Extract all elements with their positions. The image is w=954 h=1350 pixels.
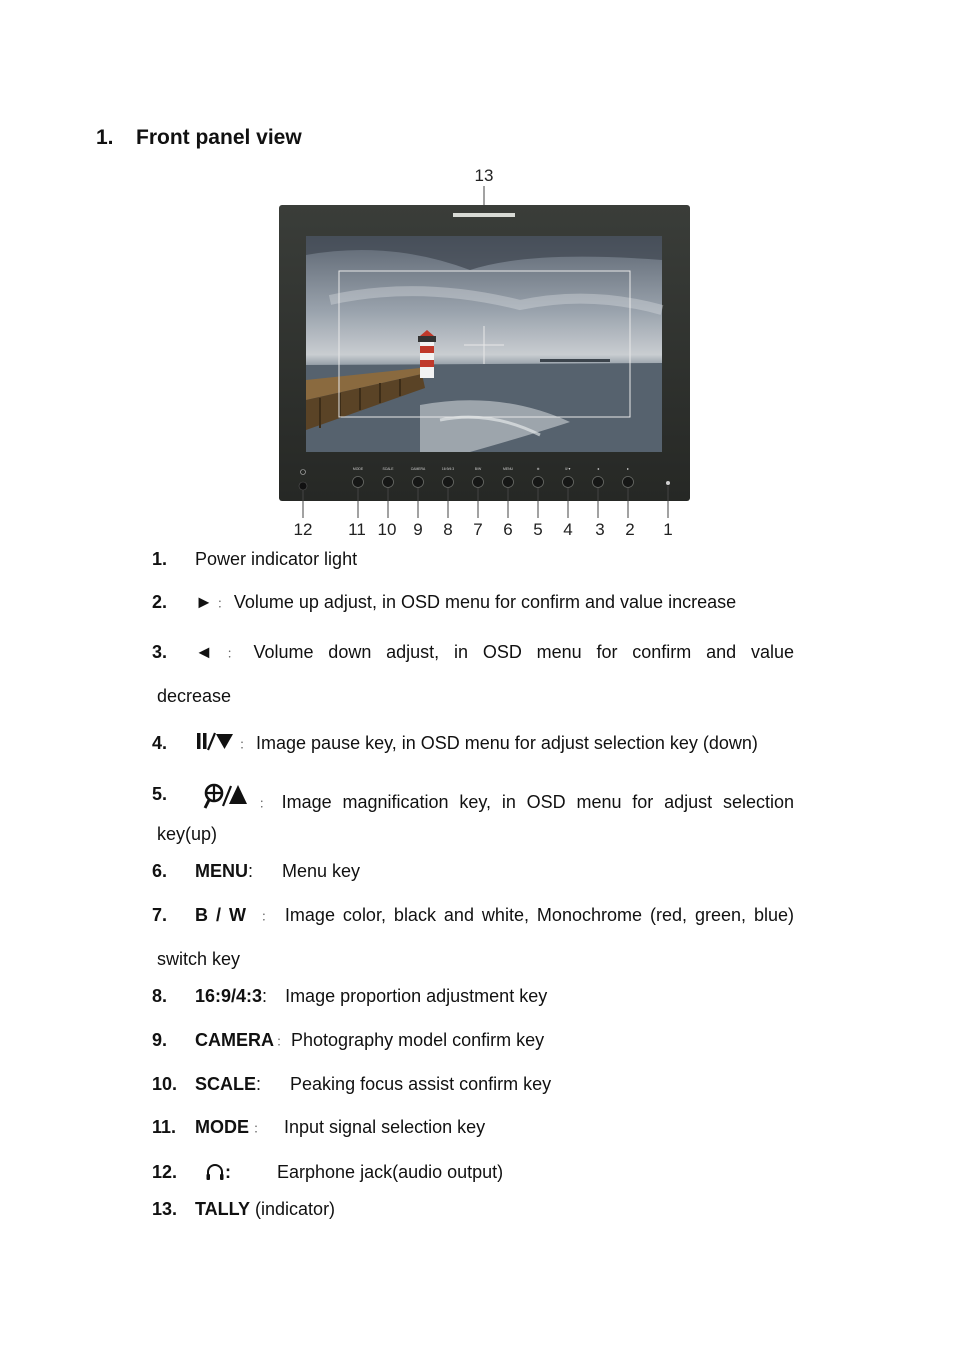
callout-5: 5 [533, 520, 543, 539]
item-text: Earphone jack(audio output) [277, 1162, 504, 1182]
svg-text:II/▼: II/▼ [564, 467, 572, 471]
volume-down-symbol: ◄ [195, 642, 213, 662]
key-label-bw: B/W [474, 467, 482, 471]
volume-down-key[interactable] [593, 477, 604, 488]
key-label-camera: CAMERA [410, 467, 426, 471]
bw-key[interactable] [473, 477, 484, 488]
item-text: Power indicator light [195, 549, 358, 569]
key-label-scale: SCALE [382, 467, 394, 471]
front-panel-figure [270, 160, 700, 545]
callout-4: 4 [563, 520, 573, 539]
magnify-up-key[interactable] [533, 477, 544, 488]
item-text: Image color, black and white, Monochrome (red, green, blue) [284, 905, 794, 925]
item-text: (indicator) [255, 1199, 336, 1219]
item-text: Image pause key, in OSD menu for adjust selection key (down) [256, 733, 758, 753]
pause-down-icon [195, 731, 235, 753]
callout-6: 6 [503, 520, 513, 539]
item-text: Volume down adjust, in OSD menu for confirm and value [253, 642, 794, 662]
item-7-continuation: switch key [157, 949, 241, 969]
callout-3: 3 [595, 520, 605, 539]
callout-12: 12 [293, 520, 313, 539]
callout-9: 9 [413, 520, 423, 539]
callout-7: 7 [473, 520, 483, 539]
camera-key[interactable] [413, 477, 424, 488]
section-title: Front panel view [136, 126, 302, 149]
item-text: Peaking focus assist confirm key [290, 1074, 552, 1094]
callout-2: 2 [625, 520, 635, 539]
item-text: Volume up adjust, in OSD menu for confirm and value increase [233, 592, 737, 612]
key-label-aspect: 16:9/4:3 [441, 467, 455, 471]
key-name: 16:9/4:3 [195, 986, 263, 1006]
key-name: MENU [195, 861, 248, 881]
callout-8: 8 [443, 520, 453, 539]
item-text: Input signal selection key [284, 1117, 486, 1137]
tally-light [453, 213, 515, 217]
key-name: CAMERA [195, 1030, 274, 1050]
svg-text:⊕: ⊕ [536, 467, 540, 471]
volume-up-key[interactable] [623, 477, 634, 488]
item-text: Menu key [282, 861, 361, 881]
item-text: Photography model confirm key [291, 1030, 545, 1050]
scale-key[interactable] [383, 477, 394, 488]
section-number: 1. [96, 126, 114, 149]
volume-up-symbol: ► [195, 592, 213, 612]
item-3-continuation: decrease [157, 686, 232, 706]
callout-11: 11 [348, 520, 366, 539]
key-name: B / W [195, 905, 246, 925]
key-name: SCALE [195, 1074, 257, 1094]
power-indicator [666, 481, 670, 485]
section-heading [96, 126, 302, 150]
key-name: TALLY [195, 1199, 251, 1219]
svg-text:►: ► [626, 467, 630, 471]
key-label-menu: MENU [503, 467, 513, 471]
callout-10: 10 [377, 520, 397, 539]
item-5-continuation: key(up) [157, 824, 218, 844]
monitor-illustration [270, 160, 700, 545]
key-name: MODE [195, 1117, 249, 1137]
callout-1: 1 [663, 520, 673, 539]
callout-13: 13 [474, 166, 494, 185]
aspect-key[interactable] [443, 477, 454, 488]
svg-text:◄: ◄ [596, 467, 600, 471]
item-text: Image proportion adjustment key [285, 986, 548, 1006]
menu-key[interactable] [503, 477, 514, 488]
magnify-up-icon [201, 782, 249, 810]
mode-key[interactable] [353, 477, 364, 488]
pause-down-key[interactable] [563, 477, 574, 488]
earphone-jack[interactable] [299, 482, 307, 490]
headphone-icon [205, 1162, 225, 1182]
item-text: Image magnification key, in OSD menu for adjust selection [281, 792, 794, 812]
key-label-mode: MODE [352, 467, 364, 471]
